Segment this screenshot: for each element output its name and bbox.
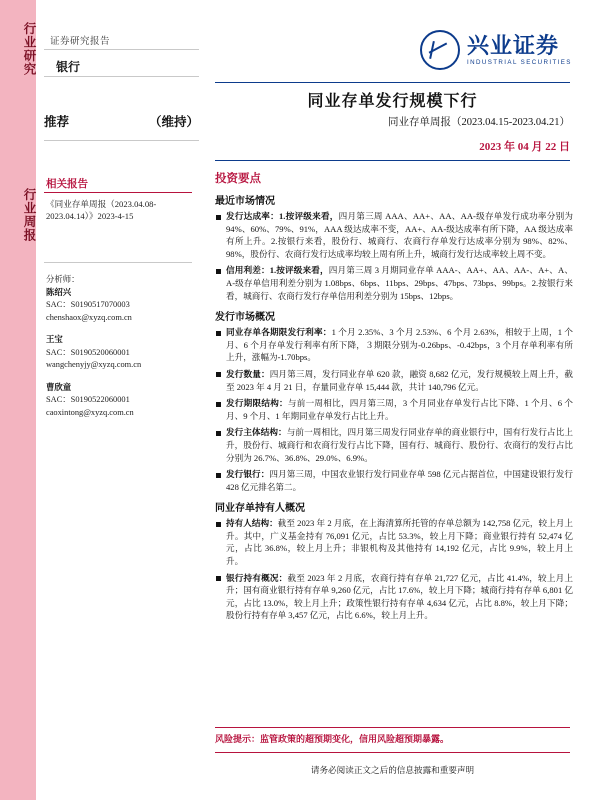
rating-value: 推荐: [44, 115, 70, 129]
industry-label: 银行: [56, 60, 81, 74]
list-item: [215, 517, 573, 567]
investment-points-heading: 投资要点: [215, 173, 261, 185]
list-item: [215, 368, 573, 393]
bullet-lead: 信用利差：1.按评级来看，: [226, 265, 329, 276]
bullet-lead: 银行持有概况：: [226, 572, 288, 583]
bullet-text: 截至 2023 年 2 月底，在上海清算所托管的存单总额为 142,758 亿元，较上月上升。其中，广义基金持有 76,091 亿元，占比 53.3%，较上月下降；商业银行持有 52,474 亿元，占比 36.8%，较上月上升；非银机构及其他持有 14,192 亿元，占比 9.9%，较上月上升。: [226, 518, 573, 567]
bullet-text: 四月第三周，发行同业存单 620 款，融资 8,682 亿元，发行规模较上周上升，截至 2023 年 4 月 21 日，存量同业存单 15,444 款，共计 140,796 亿元。: [226, 368, 573, 392]
related-reports-list[interactable]: 《同业存单周报（2023.04.08-2023.04.14）》2023-4-15: [46, 199, 157, 221]
report-date: 2023 年 04 月 22 日: [479, 141, 570, 153]
analyst-entry: [46, 382, 198, 420]
analyst-email[interactable]: chenshaox@xyzq.com.cn: [46, 312, 132, 322]
analyst-divider: [44, 262, 192, 263]
list-item: [215, 210, 573, 260]
logo-name-en: INDUSTRIAL SECURITIES: [467, 58, 572, 66]
title-divider-bottom: [215, 160, 570, 161]
bullet-lead: 发行达成率：1.按评级来看，: [226, 211, 339, 221]
page-footer: 请务必阅读正文之后的信息披露和重要声明: [310, 765, 475, 775]
analyst-name: 王宝: [46, 335, 63, 344]
bullet-lead: 同业存单各期限发行利率：: [226, 327, 332, 338]
subsection-holders-overview: 同业存单持有人概况: [215, 503, 305, 515]
bullet-text: 截至 2023 年 2 月底，农商行持有存单 21,727 亿元，占比 41.4%，较上月上升；国有商业银行持有存单 9,260 亿元，占比 17.6%，较上月下降；城商行持有存单 6,801 亿元，占比 13.0%，较上月上升；政策性银行持有存单 4,634 亿元，占比 8.8%，较上月下降；股份行持有存单 3,457 亿元，占比 6.6%，较上月上升。: [226, 572, 573, 621]
page-subtitle: 同业存单周报（2023.04.15-2023.04.21）: [388, 117, 570, 128]
bullet-text: 四月第三周 AAA、AA+、AA、AA-级存单发行成功率分别为 94%、60%、79%、91%，AAA 级达成率不变，AA+、AA-级达成率有所下降，AA 级达成率有所上升。2.按银行来看，股份行、城商行、农商行存单发行达成率分别为 98%、82%、98%，股份行、农商行发行达成率均较上周有所上升，城商行发行达成率较上周不变。: [226, 211, 573, 259]
bullet-lead: 发行期限结构：: [226, 398, 288, 409]
bullet-list-issuance: [215, 326, 573, 493]
analyst-email[interactable]: caoxintong@xyzq.com.cn: [46, 407, 134, 417]
analyst-block: [46, 274, 198, 429]
analyst-name: 陈绍兴: [46, 287, 72, 297]
left-vertical-band: [0, 0, 36, 800]
related-reports-divider: [44, 192, 192, 193]
company-logo: [420, 30, 572, 70]
header-divider-2: [44, 76, 199, 77]
risk-notice: 风险提示：监管政策的超预期变化，信用风险超预期暴露。: [215, 734, 450, 744]
analyst-email[interactable]: wangchenyjy@xyzq.com.cn: [46, 360, 142, 369]
bullet-lead: 发行银行：: [226, 469, 270, 480]
list-item: [215, 572, 573, 622]
list-item: [215, 426, 573, 464]
rating-status: （维持）: [148, 115, 199, 129]
rating-row: [44, 112, 199, 130]
analyst-name: 曹欣童: [46, 382, 72, 392]
list-item: [215, 264, 573, 302]
band-label-industry-weekly: 行业周报: [22, 188, 36, 242]
bullet-lead: 发行数量：: [226, 368, 270, 379]
logo-name-cn: 兴业证券: [467, 32, 560, 58]
bullet-lead: 持有人结构：: [226, 518, 278, 529]
logo-mark-icon: [420, 30, 460, 70]
list-item: [215, 468, 573, 493]
subsection-market-situation: 最近市场情况: [215, 196, 275, 207]
bullet-list-holders: [215, 517, 573, 622]
bullet-text: 与前一周相比，四月第三周发行同业存单的商业银行中，国有行发行占比上升，股份行、城商行和农商行发行占比下降，国有行、城商行、股份行、农商行的发行占比分别为 26.7%、36.8%、29.0%、6.9%。: [226, 427, 573, 463]
list-item: [215, 326, 573, 364]
main-content: [215, 170, 573, 626]
bullet-text: 1 个月 2.35%、3 个月 2.53%、6 个月 2.63%，相较于上周，1 个月、6 个月存单发行利率有所下降，３期限分别为-0.26bps、-0.42bps，3 个月存单利率有所上升，涨幅为-1.70bps。: [226, 327, 573, 363]
report-type-label: 证券研究报告: [50, 37, 111, 47]
header-divider-1: [44, 49, 199, 50]
list-item: [215, 397, 573, 422]
bullet-list-market: [215, 210, 573, 302]
page-title: 同业存单发行规模下行: [307, 93, 478, 110]
related-reports-heading: 相关报告: [46, 179, 88, 190]
risk-divider-top: [215, 727, 570, 728]
analyst-role: 分析师：: [46, 275, 80, 284]
analyst-sac: SAC：S0190520060001: [46, 347, 130, 357]
bullet-text: 与前一周相比，四月第三周，3 个月同业存单发行占比下降、1 个月、6 个月、9 个月、1 年期同业存单发行占比上升。: [226, 398, 573, 421]
risk-divider-bottom: [215, 752, 570, 753]
analyst-entry: [46, 274, 198, 324]
bullet-text: 四月第三周 3 月期同业存单 AAA-、AA+、AA、AA-、A+、A、A-级存单信用利差分别为 1.08bps、6bps、11bps、29bps、47bps、73bps、99bps。2.按银行来看，城商行、农商行发行存单信用利差分别为 15bps、12bps。: [226, 265, 573, 301]
analyst-sac: SAC：S0190522060001: [46, 395, 130, 404]
subsection-issuance-overview: 发行市场概况: [215, 312, 275, 324]
band-label-industry-research: 行业研究: [22, 22, 36, 76]
header-divider-3: [44, 140, 199, 141]
bullet-lead: 发行主体结构：: [226, 427, 287, 438]
analyst-sac: SAC：S0190517070003: [46, 300, 130, 309]
analyst-entry: [46, 334, 198, 372]
logo-text: [467, 34, 572, 67]
title-divider-top: [215, 82, 570, 83]
bullet-text: 四月第三周，中国农业银行发行同业存单 598 亿元占据首位，中国建设银行发行 428 亿元排名第二。: [226, 469, 573, 492]
